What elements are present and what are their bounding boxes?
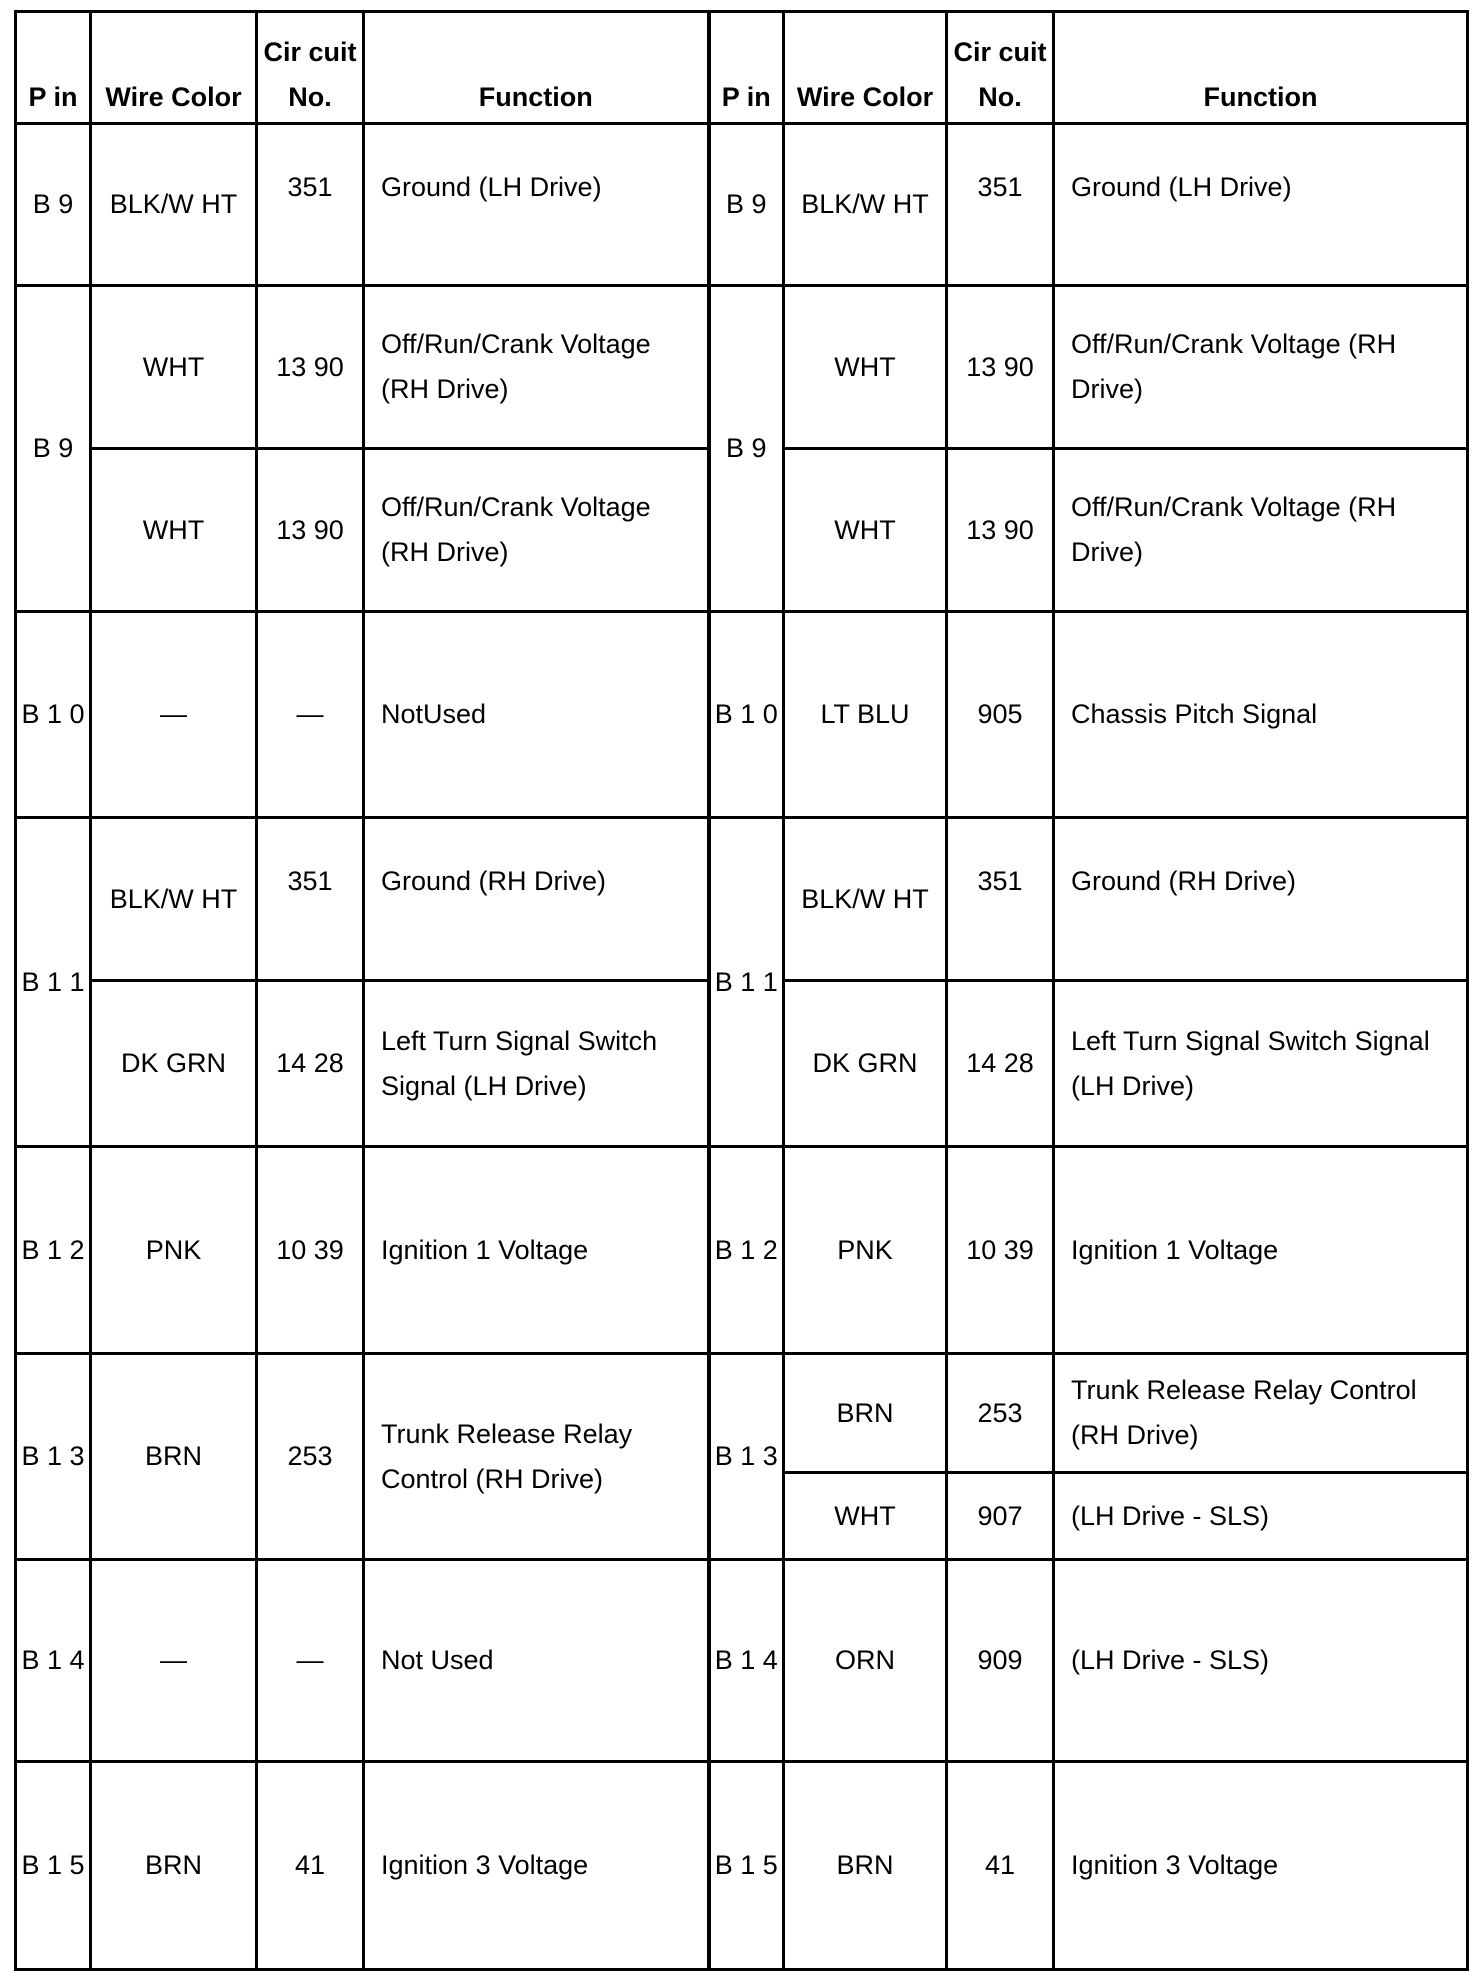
- circuit-cell: 41: [947, 1762, 1054, 1970]
- function-cell: Off/Run/Crank Voltage (RH Drive): [364, 286, 709, 449]
- wire-color-cell: BLK/W HT: [91, 818, 257, 981]
- pin-cell: B 9: [709, 286, 784, 612]
- circuit-cell: 13 90: [947, 449, 1054, 612]
- pin-cell: B 9: [16, 286, 91, 612]
- function-cell: Left Turn Signal Switch Signal (LH Drive): [364, 981, 709, 1147]
- wire-color-cell: —: [91, 1560, 257, 1762]
- wire-color-cell: PNK: [784, 1147, 947, 1354]
- function-cell: Off/Run/Crank Voltage (RH Drive): [364, 449, 709, 612]
- circuit-cell: 351: [947, 818, 1054, 981]
- header-wire-color: Wire Color: [91, 12, 257, 124]
- function-cell: Ignition 1 Voltage: [364, 1147, 709, 1354]
- header-function-right: Function: [1054, 12, 1468, 124]
- table-row: [16, 818, 1468, 981]
- pin-cell: B 1 1: [16, 818, 91, 1147]
- function-cell: Ground (RH Drive): [364, 818, 709, 981]
- function-cell: Ignition 3 Voltage: [1054, 1762, 1468, 1970]
- circuit-cell: 253: [257, 1354, 364, 1560]
- wire-color-cell: BRN: [784, 1762, 947, 1970]
- wire-color-cell: PNK: [91, 1147, 257, 1354]
- circuit-cell: 10 39: [257, 1147, 364, 1354]
- table-row: [16, 286, 1468, 449]
- wire-color-cell: DK GRN: [784, 981, 947, 1147]
- function-cell: Ground (RH Drive): [1054, 818, 1468, 981]
- function-cell: NotUsed: [364, 612, 709, 818]
- wire-color-cell: ORN: [784, 1560, 947, 1762]
- circuit-cell: 909: [947, 1560, 1054, 1762]
- wire-color-cell: BLK/W HT: [784, 124, 947, 286]
- header-circuit-no-right: Cir cuit No.: [947, 12, 1054, 124]
- circuit-cell: 13 90: [257, 449, 364, 612]
- wire-color-cell: WHT: [91, 449, 257, 612]
- header-pin: P in: [16, 12, 91, 124]
- function-cell: Off/Run/Crank Voltage (RH Drive): [1054, 449, 1468, 612]
- pin-cell: B 9: [709, 124, 784, 286]
- circuit-cell: —: [257, 612, 364, 818]
- wire-color-cell: BRN: [91, 1762, 257, 1970]
- table-row: [16, 1762, 1468, 1970]
- circuit-cell: 351: [257, 124, 364, 286]
- connector-pinout-table: [14, 10, 1469, 1971]
- function-cell: Ground (LH Drive): [364, 124, 709, 286]
- table-row: [16, 124, 1468, 286]
- circuit-cell: —: [257, 1560, 364, 1762]
- pin-cell: B 1 4: [709, 1560, 784, 1762]
- table-row: [16, 1354, 1468, 1473]
- wire-color-cell: BRN: [91, 1354, 257, 1560]
- function-cell: Off/Run/Crank Voltage (RH Drive): [1054, 286, 1468, 449]
- wire-color-cell: LT BLU: [784, 612, 947, 818]
- function-cell: Ignition 3 Voltage: [364, 1762, 709, 1970]
- wire-color-cell: BRN: [784, 1354, 947, 1473]
- pin-cell: B 1 5: [709, 1762, 784, 1970]
- function-cell: Ignition 1 Voltage: [1054, 1147, 1468, 1354]
- pin-cell: B 1 3: [16, 1354, 91, 1560]
- header-pin-right: P in: [709, 12, 784, 124]
- pin-cell: B 1 2: [709, 1147, 784, 1354]
- header-row: [16, 12, 1468, 124]
- wire-color-cell: WHT: [91, 286, 257, 449]
- pin-cell: B 1 4: [16, 1560, 91, 1762]
- function-cell: (LH Drive - SLS): [1054, 1473, 1468, 1560]
- pin-cell: B 9: [16, 124, 91, 286]
- function-cell: Trunk Release Relay Control (RH Drive): [1054, 1354, 1468, 1473]
- pin-cell: B 1 2: [16, 1147, 91, 1354]
- circuit-cell: 351: [257, 818, 364, 981]
- function-cell: Not Used: [364, 1560, 709, 1762]
- pin-cell: B 1 0: [16, 612, 91, 818]
- pin-cell: B 1 1: [709, 818, 784, 1147]
- circuit-cell: 907: [947, 1473, 1054, 1560]
- circuit-cell: 351: [947, 124, 1054, 286]
- wire-color-cell: BLK/W HT: [91, 124, 257, 286]
- header-circuit-no: Cir cuit No.: [257, 12, 364, 124]
- wire-color-cell: WHT: [784, 1473, 947, 1560]
- wire-color-cell: —: [91, 612, 257, 818]
- circuit-cell: 41: [257, 1762, 364, 1970]
- circuit-cell: 10 39: [947, 1147, 1054, 1354]
- header-wire-color-right: Wire Color: [784, 12, 947, 124]
- pin-cell: B 1 3: [709, 1354, 784, 1560]
- function-cell: Left Turn Signal Switch Signal (LH Drive): [1054, 981, 1468, 1147]
- function-cell: Ground (LH Drive): [1054, 124, 1468, 286]
- header-function: Function: [364, 12, 709, 124]
- function-cell: Trunk Release Relay Control (RH Drive): [364, 1354, 709, 1560]
- circuit-cell: 14 28: [257, 981, 364, 1147]
- circuit-cell: 14 28: [947, 981, 1054, 1147]
- wire-color-cell: WHT: [784, 286, 947, 449]
- function-cell: Chassis Pitch Signal: [1054, 612, 1468, 818]
- pin-cell: B 1 5: [16, 1762, 91, 1970]
- function-cell: (LH Drive - SLS): [1054, 1560, 1468, 1762]
- wire-color-cell: WHT: [784, 449, 947, 612]
- pin-cell: B 1 0: [709, 612, 784, 818]
- circuit-cell: 253: [947, 1354, 1054, 1473]
- circuit-cell: 905: [947, 612, 1054, 818]
- wire-color-cell: BLK/W HT: [784, 818, 947, 981]
- table-row: [16, 1560, 1468, 1762]
- table-row: [16, 1147, 1468, 1354]
- table-row: [16, 612, 1468, 818]
- wire-color-cell: DK GRN: [91, 981, 257, 1147]
- circuit-cell: 13 90: [257, 286, 364, 449]
- circuit-cell: 13 90: [947, 286, 1054, 449]
